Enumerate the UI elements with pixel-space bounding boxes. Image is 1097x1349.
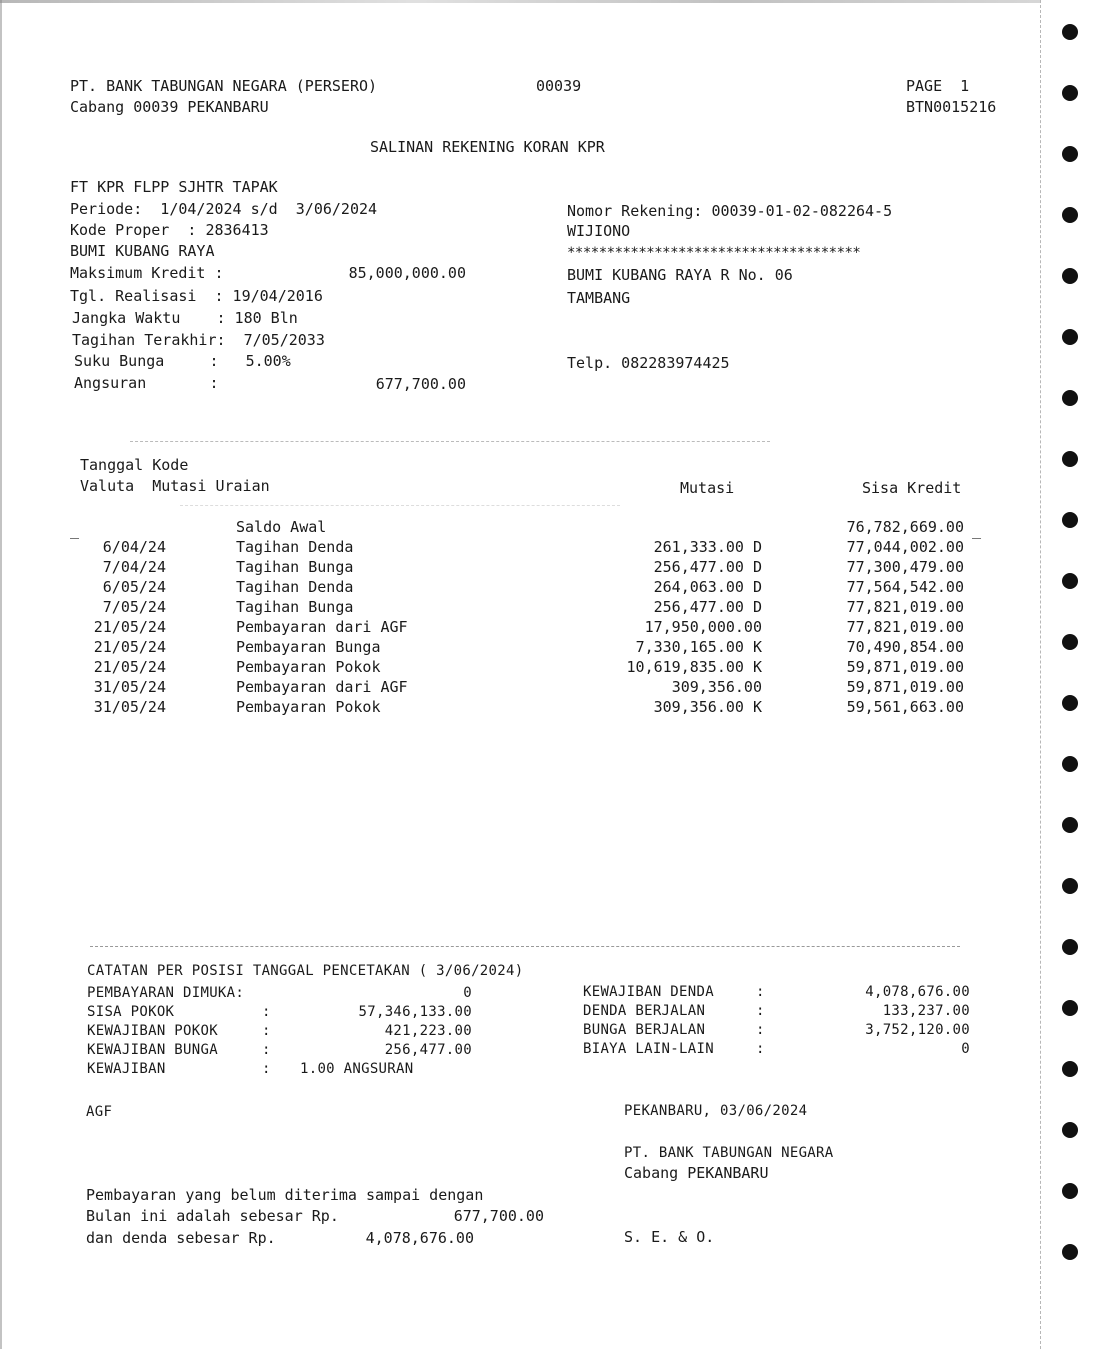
catatan-colon: : xyxy=(756,1003,765,1019)
signatory-branch: Cabang PEKANBARU xyxy=(624,1164,769,1182)
tx-sisa-kredit: 59,871,019.00 xyxy=(846,658,964,676)
catatan-divider xyxy=(90,946,960,947)
perforation-hole xyxy=(1062,1000,1078,1016)
perforation-hole xyxy=(1062,146,1078,162)
catatan-value: 133,237.00 xyxy=(882,1003,970,1019)
paper-top-edge xyxy=(0,0,1040,3)
perforation-hole xyxy=(1062,756,1078,772)
catatan-title: CATATAN PER POSISI TANGGAL PENCETAKAN ( 3/06/2024) xyxy=(87,963,524,979)
perforation-hole xyxy=(1062,268,1078,284)
header-divider xyxy=(130,441,770,442)
catatan-colon: : xyxy=(262,1042,271,1058)
angsuran-value: 677,700.00 xyxy=(375,375,466,393)
catatan-colon: : xyxy=(756,1022,765,1038)
perforation-hole xyxy=(1062,695,1078,711)
tx-sisa-kredit: 77,300,479.00 xyxy=(846,558,964,576)
tx-date: 6/04/24 xyxy=(102,538,166,556)
perforation-hole xyxy=(1062,207,1078,223)
tx-date: 21/05/24 xyxy=(93,638,166,656)
page-label: PAGE 1 xyxy=(906,77,970,95)
catatan-colon: : xyxy=(756,1041,765,1057)
tx-mutasi: 264,063.00 D xyxy=(653,578,762,596)
tx-mutasi: 256,477.00 D xyxy=(653,558,762,576)
tx-mutasi: 17,950,000.00 xyxy=(644,618,762,636)
catatan-colon: : xyxy=(262,1061,271,1077)
tx-description: Pembayaran dari AGF xyxy=(236,678,408,696)
perforation-hole xyxy=(1062,1183,1078,1199)
tx-description: Tagihan Bunga xyxy=(236,558,354,576)
tx-sisa-kredit: 77,821,019.00 xyxy=(846,598,964,616)
catatan-label: KEWAJIBAN DENDA xyxy=(583,984,714,1000)
catatan-value: 3,752,120.00 xyxy=(865,1022,970,1038)
kode-proper: Kode Proper : 2836413 xyxy=(70,221,269,239)
separator-stars: ************************************* xyxy=(567,245,861,261)
catatan-label: BUNGA BERJALAN xyxy=(583,1022,706,1038)
tx-description: Pembayaran Pokok xyxy=(236,698,381,716)
perforation-hole xyxy=(1062,512,1078,528)
perforation-hole xyxy=(1062,24,1078,40)
product-name: FT KPR FLPP SJHTR TAPAK xyxy=(70,178,278,196)
seo-note: S. E. & O. xyxy=(624,1228,715,1246)
col-header-valuta-uraian: Valuta Mutasi Uraian xyxy=(80,477,270,495)
suku-bunga: Suku Bunga : 5.00% xyxy=(74,352,291,370)
col-header-tanggal-kode: Tanggal Kode xyxy=(80,456,189,474)
tx-date: 7/05/24 xyxy=(102,598,166,616)
catatan-colon: : xyxy=(262,1023,271,1039)
perforation-hole xyxy=(1062,573,1078,589)
catatan-value: 4,078,676.00 xyxy=(865,984,970,1000)
tx-mutasi: 10,619,835.00 K xyxy=(626,658,762,676)
tx-sisa-kredit: 70,490,854.00 xyxy=(846,638,964,656)
catatan-label: PEMBAYARAN DIMUKA: xyxy=(87,985,245,1001)
note-line-3-value: 4,078,676.00 xyxy=(365,1229,474,1247)
bank-branch: Cabang 00039 PEKANBARU xyxy=(70,98,269,116)
jangka-waktu: Jangka Waktu : 180 Bln xyxy=(72,309,298,327)
signatory-bank: PT. BANK TABUNGAN NEGARA xyxy=(624,1145,834,1161)
catatan-label: KEWAJIBAN xyxy=(87,1061,166,1077)
catatan-label: DENDA BERJALAN xyxy=(583,1003,706,1019)
tx-date: 7/04/24 xyxy=(102,558,166,576)
tx-date: 21/05/24 xyxy=(93,618,166,636)
customer-name: WIJIONO xyxy=(567,222,631,240)
document-number: BTN0015216 xyxy=(906,98,997,116)
catatan-value: 57,346,133.00 xyxy=(358,1004,472,1020)
row-marker-right: _ xyxy=(972,521,982,539)
tx-description: Tagihan Denda xyxy=(236,578,354,596)
perforation-hole xyxy=(1062,817,1078,833)
perforation-hole xyxy=(1062,1061,1078,1077)
tx-description: Tagihan Bunga xyxy=(236,598,354,616)
tgl-realisasi: Tgl. Realisasi : 19/04/2016 xyxy=(70,287,323,305)
header-underline xyxy=(180,505,620,506)
tx-sisa-kredit: 59,871,019.00 xyxy=(846,678,964,696)
customer-address: BUMI KUBANG RAYA R No. 06 xyxy=(567,266,793,284)
perforation-hole xyxy=(1062,390,1078,406)
page-title: SALINAN REKENING KORAN KPR xyxy=(370,138,605,156)
note-line-2-value: 677,700.00 xyxy=(453,1207,544,1225)
tx-sisa-kredit: 77,044,002.00 xyxy=(846,538,964,556)
place-date: PEKANBARU, 03/06/2024 xyxy=(624,1103,808,1119)
maksimum-kredit-label: Maksimum Kredit : xyxy=(70,264,224,282)
row-marker-left: _ xyxy=(70,521,80,539)
tx-date: 6/05/24 xyxy=(102,578,166,596)
perforation-hole xyxy=(1062,634,1078,650)
customer-city: TAMBANG xyxy=(567,289,631,307)
paper-left-edge xyxy=(0,0,2,1349)
catatan-colon: : xyxy=(756,984,765,1000)
customer-phone: Telp. 082283974425 xyxy=(567,354,730,372)
tx-date: 31/05/24 xyxy=(93,698,166,716)
note-line-1: Pembayaran yang belum diterima sampai dengan xyxy=(86,1186,484,1204)
tx-description: Tagihan Denda xyxy=(236,538,354,556)
note-line-2-label: Bulan ini adalah sebesar Rp. xyxy=(86,1207,339,1225)
tagihan-terakhir: Tagihan Terakhir: 7/05/2033 xyxy=(72,331,325,349)
tx-mutasi: 261,333.00 D xyxy=(653,538,762,556)
tx-mutasi: 309,356.00 K xyxy=(653,698,762,716)
branch-code: 00039 xyxy=(536,77,582,95)
perforation-line xyxy=(1040,0,1041,1349)
perforation-hole xyxy=(1062,1244,1078,1260)
catatan-label: BIAYA LAIN-LAIN xyxy=(583,1041,714,1057)
catatan-value: 0 xyxy=(961,1041,970,1057)
perforation-hole xyxy=(1062,939,1078,955)
note-line-3-label: dan denda sebesar Rp. xyxy=(86,1229,276,1247)
tx-description: Pembayaran Pokok xyxy=(236,658,381,676)
catatan-value: 1.00 ANGSURAN xyxy=(300,1061,414,1077)
tx-description: Saldo Awal xyxy=(236,518,327,536)
catatan-label: KEWAJIBAN POKOK xyxy=(87,1023,218,1039)
tx-description: Pembayaran dari AGF xyxy=(236,618,408,636)
tx-mutasi: 309,356.00 xyxy=(671,678,762,696)
tx-sisa-kredit: 77,821,019.00 xyxy=(846,618,964,636)
maksimum-kredit-value: 85,000,000.00 xyxy=(348,264,466,282)
tx-date: 31/05/24 xyxy=(93,678,166,696)
angsuran-label: Angsuran : xyxy=(74,374,219,392)
catatan-label: SISA POKOK xyxy=(87,1004,175,1020)
perforation-hole xyxy=(1062,451,1078,467)
nomor-rekening: Nomor Rekening: 00039-01-02-082264-5 xyxy=(567,202,893,220)
catatan-colon: : xyxy=(262,1004,271,1020)
catatan-value: 256,477.00 xyxy=(384,1042,472,1058)
perforation-hole xyxy=(1062,329,1078,345)
tx-mutasi: 256,477.00 D xyxy=(653,598,762,616)
perforation-hole xyxy=(1062,85,1078,101)
col-header-sisa-kredit: Sisa Kredit xyxy=(862,479,962,497)
tx-sisa-kredit: 59,561,663.00 xyxy=(846,698,964,716)
tx-mutasi: 7,330,165.00 K xyxy=(635,638,762,656)
catatan-label: KEWAJIBAN BUNGA xyxy=(87,1042,218,1058)
tx-sisa-kredit: 76,782,669.00 xyxy=(846,518,964,536)
catatan-value: 421,223.00 xyxy=(384,1023,472,1039)
tx-description: Pembayaran Bunga xyxy=(236,638,381,656)
tx-date: 21/05/24 xyxy=(93,658,166,676)
bank-name: PT. BANK TABUNGAN NEGARA (PERSERO) xyxy=(70,77,378,95)
agf-label: AGF xyxy=(86,1104,113,1120)
periode: Periode: 1/04/2024 s/d 3/06/2024 xyxy=(70,200,378,218)
catatan-value: 0 xyxy=(463,985,472,1001)
perforation-hole xyxy=(1062,1122,1078,1138)
perforation-hole xyxy=(1062,878,1078,894)
project-name: BUMI KUBANG RAYA xyxy=(70,242,215,260)
col-header-mutasi: Mutasi xyxy=(680,479,735,497)
tx-sisa-kredit: 77,564,542.00 xyxy=(846,578,964,596)
